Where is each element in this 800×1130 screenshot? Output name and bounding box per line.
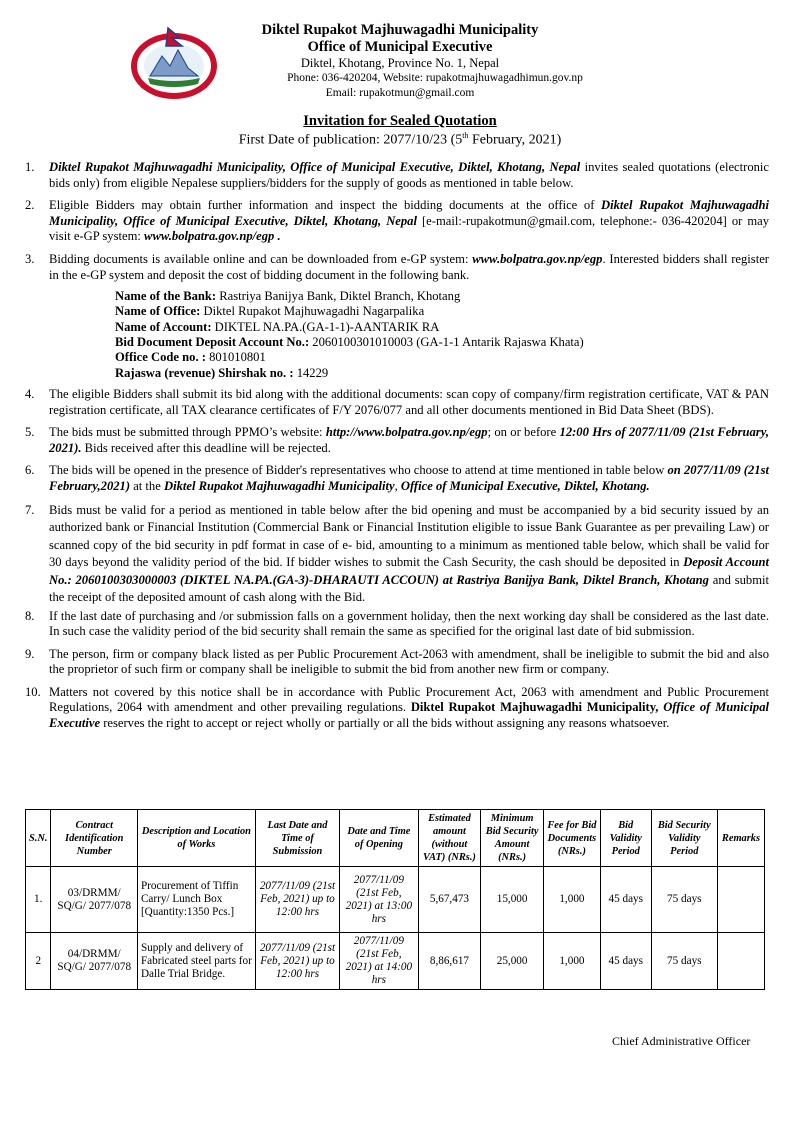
letterhead	[0, 22, 800, 101]
col-fee: Fee for Bid Documents (NRs.)	[543, 810, 600, 867]
table-cell: 1,000	[543, 867, 600, 933]
clause-9: 9. The person, firm or company black listed as per Public Procurement Act-2063 with amendment, shall be ineligible to submit the bid and also the proprietor of such firm or company shall be ineligible to submit the bid from another new firm or company.	[25, 646, 769, 677]
table-cell: 75 days	[651, 867, 717, 933]
table-cell: 45 days	[600, 867, 651, 933]
col-estimate: Estimated amount (without VAT) (NRs.)	[418, 810, 481, 867]
table-row	[26, 867, 765, 933]
org-name: Diktel Rupakot Majhuwagadhi Municipality	[261, 22, 539, 38]
notice-body	[25, 160, 769, 739]
office-name: Office of Municipal Executive	[307, 39, 493, 55]
table-cell: Procurement of Tiffin Carry/ Lunch Box [Quantity:1350 Pcs.]	[137, 867, 255, 933]
table-cell: 8,86,617	[418, 933, 481, 990]
col-opening: Date and Time of Opening	[340, 810, 418, 867]
table-cell: 25,000	[481, 933, 544, 990]
clause-1: 1. Diktel Rupakot Majhuwagadhi Municipality, Office of Municipal Executive, Diktel, Khotang, Nepal invites sealed quotations (electronic bids only) from eligible Nepalese suppliers/bidders for the supply of goods as mentioned in table below.	[25, 160, 770, 190]
clause-3: 3. Bidding documents is available online and can be downloaded from e-GP system: www.bolpatra.gov.np/egp. Interested bidders shall register in the e-GP system and deposit the cost of bidding document in the following bank.	[25, 251, 769, 282]
col-contract-id: Contract Identification Number	[51, 810, 137, 867]
table-cell: 2	[26, 933, 51, 990]
address: Diktel, Khotang, Province No. 1, Nepal	[300, 56, 500, 70]
table-cell	[717, 933, 764, 990]
table-cell: 1,000	[543, 933, 600, 990]
table-cell: Supply and delivery of Fabricated steel parts for Dalle Trial Bridge.	[137, 933, 255, 990]
clause-6: 6. The bids will be opened in the presence of Bidder's representatives who choose to attend at time mentioned in table below on 2077/11/09 (21st February,2021) at the Diktel Rupakot Majhuwagadhi Municipality, Office of Municipal Executive, Diktel, Khotang.	[25, 463, 769, 493]
contact-line: Phone: 036-420204, Website: rupakotmajhuwagadhimun.gov.np	[287, 72, 583, 84]
table-cell: 2077/11/09 (21st Feb, 2021) up to 12:00 hrs	[255, 933, 339, 990]
table-cell: 2077/11/09 (21st Feb, 2021) at 14:00 hrs	[340, 933, 418, 990]
table-cell: 04/DRMM/ SQ/G/ 2077/078	[51, 933, 137, 990]
clause-7: 7. Bids must be valid for a period as mentioned in table below after the bid opening and must be accompanied by a bid security issued by an authorized bank or Financial Institution (Commercial Bank or Financial Institution eligible to issue Bank Guarantee as per prevailing Law) or scanned copy of the bid security in pdf format in case of e- bid, amounting to a minimum as mentioned table below, which shall be valid for 30 days beyond the validity period of the bid. If bidder wishes to submit the Cash Security, the cash should be deposited in Deposit Account No.: 2060100303000003 (DIKTEL NA.PA.(GA-3)-DHARAUTI ACCOUN) at Rastriya Banijya Bank, Diktel Branch, Khotang and submit the receipt of the deposited amount of cash along with the Bid.	[25, 502, 769, 604]
table-row	[26, 933, 765, 990]
col-last-date: Last Date and Time of Submission	[255, 810, 339, 867]
table-cell: 5,67,473	[418, 867, 481, 933]
notice-title: Invitation for Sealed Quotation	[303, 113, 497, 129]
col-sn: S.N.	[26, 810, 51, 867]
clause-5: 5. The bids must be submitted through PPMO’s website: http://www.bolpatra.gov.np/egp; on or before 12:00 Hrs of 2077/11/09 (21st February, 2021). Bids received after this deadline will be rejected.	[25, 425, 769, 455]
clause-2: 2. Eligible Bidders may obtain further information and inspect the bidding documents at the office of Diktel Rupakot Majhuwagadhi Municipality, Office of Municipal Executive, Diktel, Khotang, Nepal [e-mail:-rupakotmun@gmail.com, telephone:- 036-420204] or may visit e-GP system: www.bolpatra.gov.np/egp .	[25, 198, 770, 244]
clause-4: 4. The eligible Bidders shall submit its bid along with the additional documents: scan copy of company/firm registration certificate, VAT & PAN registration certificate, all TAX clearance certificates of F/Y 2076/077 and all other documents mentioned in Bid Data Sheet (BDS).	[25, 386, 769, 417]
col-security: Minimum Bid Security Amount (NRs.)	[481, 810, 544, 867]
table-cell	[717, 867, 764, 933]
table-cell: 03/DRMM/ SQ/G/ 2077/078	[51, 867, 137, 933]
table-cell: 45 days	[600, 933, 651, 990]
col-validity: Bid Validity Period	[600, 810, 651, 867]
email-line: Email: rupakotmun@gmail.com	[325, 87, 475, 99]
table-cell: 1.	[26, 867, 51, 933]
table-header-row	[26, 810, 765, 867]
clause-8: 8. If the last date of purchasing and /or submission falls on a government holiday, then the next working day shall be considered as the last date. In such case the validity period of the bid security shall remain the same as specified for the original last date of bid submission.	[25, 608, 769, 639]
bid-table	[25, 809, 765, 990]
clause-10: 10. Matters not covered by this notice shall be in accordance with Public Procurement Act, 2063 with amendment and Public Procurement Regulations, 2064 with amendment and other prevailing regulations. Diktel Rupakot Majhuwagadhi Municipality, Office of Municipal Executive reserves the right to accept or reject wholly or partially or all the bids without assigning any reasons whatsoever.	[25, 684, 769, 731]
signatory: Chief Administrative Officer	[612, 1034, 751, 1048]
table-cell: 2077/11/09 (21st Feb, 2021) up to 12:00 hrs	[255, 867, 339, 933]
col-description: Description and Location of Works	[137, 810, 255, 867]
col-security-validity: Bid Security Validity Period	[651, 810, 717, 867]
publication-date: First Date of publication: 2077/10/23 (5th February, 2021)	[238, 131, 562, 148]
table-cell: 75 days	[651, 933, 717, 990]
table-cell: 15,000	[481, 867, 544, 933]
table-cell: 2077/11/09 (21st Feb, 2021) at 13:00 hrs	[340, 867, 418, 933]
col-remarks: Remarks	[717, 810, 764, 867]
bank-details: Name of the Bank: Rastriya Banijya Bank, Diktel Branch, Khotang Name of Office: Diktel Rupakot Majhuwagadhi Nagarpalika Name of Account: DIKTEL NA.PA.(GA-1-1)-AANTARIK RA Bid Document Deposit Account No.: 2060100301010003 (GA-1-1 Antarik Rajaswa Khata) Office Code no. : 801010801 Rajaswa (revenue) Shirshak no. : 14229	[115, 289, 584, 380]
